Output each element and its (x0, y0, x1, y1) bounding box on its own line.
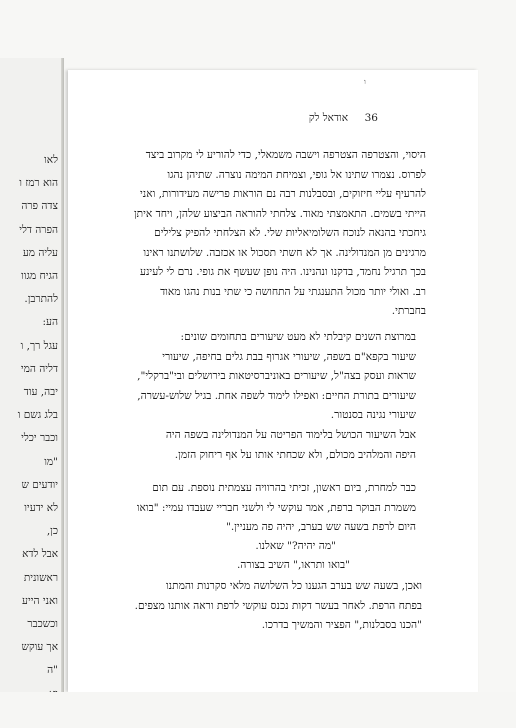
text-line: הייתי בשמים. התאמצתי מאוד. צלחתי להוראה הביצוע שלהן, ויחד איתן (133, 207, 426, 220)
facing-page-line: לא ידעיו (24, 502, 58, 514)
facing-page-line: הע: (42, 316, 58, 329)
text-line: שיעור בקפא"ם בשפה, שיעורי אגרוף בבת גלים בחיפה, שיעורי (162, 350, 416, 363)
facing-page-line: יבה, עוד (23, 386, 58, 398)
text-line: שיעורים בתורת החיים: ואפילו לימוד לשפה אחת. בגיל שלוש-עשרה, (137, 389, 416, 402)
facing-page-line: הוא רמז ו (19, 177, 58, 190)
text-line: בחברתי. (391, 305, 426, 317)
text-line: היפה והמלהיב מכולם, ולא שכחתי אותו על אף ריחוק הזמן. (174, 448, 416, 461)
text-line: גיחכתי בהנאה לנוכח השלומיאליות שלי. לא הצלחתי להפיק צלילים (154, 227, 426, 239)
paragraph-2 (76, 328, 416, 426)
facing-page-line: אבל לדא (22, 548, 58, 561)
running-header (68, 112, 378, 126)
paragraph-7 (76, 577, 422, 636)
facing-page-line: עגל רך, ו (20, 339, 58, 352)
facing-page-line: אך עוקש (21, 641, 58, 654)
paragraph-5 (76, 537, 336, 557)
text-line: בפתח הרפת. לאחר בעשר דקות נכנס עוקשי לרפת וראה אותנו מצפים. (134, 599, 422, 612)
scan-bottom-margin (0, 692, 516, 728)
running-author: אודאל לק (308, 112, 348, 124)
text-line: שראות ועסק בצה"ל, שיעורים באוניברסיטאות בירושלים ובי"ברקלי", (137, 370, 416, 382)
text-line: שיעורי נגינה בסנטור. (330, 409, 416, 421)
facing-page-line: "מו (44, 455, 58, 468)
paragraph-4 (76, 479, 416, 538)
facing-page-line: וכבר יכלי (21, 432, 58, 445)
text-line: להרעיף עליי חיזוקים, ובסבלנות רבה נם הוראות פרישה מעידורות, ואני (140, 188, 426, 200)
page-number: 36 (364, 112, 378, 124)
facing-page-line: ראשונית (23, 571, 58, 584)
text-line: במרוצת השנים קיבלתי לא מעט שיעורים בתחומים שונים: (180, 331, 416, 343)
text-line: בכך תרגיל נחמד, בדקנו ונהנינו. היה נופן שעשף את גופי. נרם לי לעינע (139, 266, 426, 278)
text-line: היסוי, והצטרפה הצטרפה וישבה משמאלי, כדי להוריע לי מקרוב ביצד (145, 149, 426, 161)
text-line: משמרת הבוקר ברפת, אמר עוקשי לי ולשני חבריי שעבדו עמיי: "בואו (136, 501, 416, 514)
facing-page-line: "ה (47, 664, 58, 677)
text-line: "בואו ותראו," השיב בצורה. (236, 559, 350, 571)
text-line: כבר למחרת, ביום ראשון, זכיתי בהרוויה עצמתית נוספת. עם תום (152, 482, 416, 494)
facing-page-line: בלג גשם ו (17, 409, 58, 422)
facing-page-line: לאו (44, 154, 58, 166)
facing-page-line: וכשכבר (27, 618, 58, 630)
facing-page-line: להתרבן. (24, 293, 58, 306)
text-line: "מה יהיה?" שאלנו. (255, 540, 336, 552)
facing-page-line: עליה מע (22, 246, 58, 259)
book-page (68, 70, 478, 692)
text-line: היום לרפת בשעה שש בערב, יהיה פה מעניין." (225, 521, 416, 533)
paragraph-1 (76, 146, 426, 322)
text-line: "הכנו בסבלנות," הפציר והמשיך בדרכו. (261, 619, 422, 631)
text-line: רב. ואולי יותר מכול התענגתי על התחושה כי שתי בנות נהגו מאוד (160, 285, 426, 298)
text-line: מרגינים מן המנדולינה. אך לא חשתי תסכול או אכזבה. שלושתנו ראינו (143, 246, 426, 259)
text-line: ואכן, בשעה שש בערב הגענו כל השלושה מלאי סקרנות והמתנו (165, 580, 422, 592)
facing-page-line: דליה המי (20, 362, 58, 375)
facing-page-line: הגיח מגוו (21, 270, 58, 282)
facing-page-line: הפרה דלי (19, 223, 58, 236)
text-line: לפרוס. נצמרו שתינו אל גופי, וצמיחת המימה נוצרה. שתיהן נהגו (167, 168, 426, 181)
facing-page (0, 58, 64, 698)
facing-page-line: צדה פרה (21, 200, 58, 213)
paragraph-6 (76, 556, 350, 576)
text-line: אבל השיעור הכושל בלימוד הפריטה על המנדולינה בשפה היה (165, 429, 416, 441)
top-mark: ו (364, 78, 366, 86)
facing-page-line: ואני הייע (22, 594, 58, 607)
paragraph-3 (76, 426, 416, 465)
facing-page-line: כן, (46, 525, 58, 538)
facing-page-line: יודעים ש (21, 478, 58, 491)
page-spine (61, 58, 64, 698)
